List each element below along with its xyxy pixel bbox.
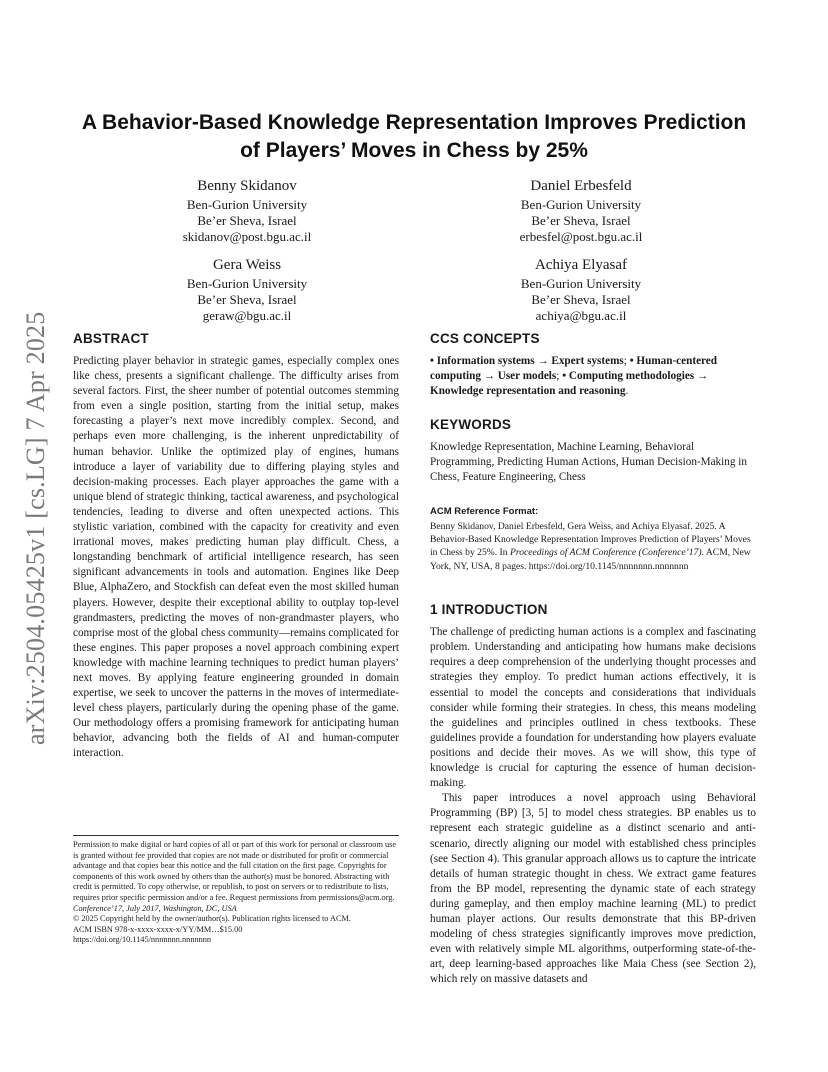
introduction-heading: 1 INTRODUCTION xyxy=(430,602,548,618)
author-block xyxy=(456,176,706,245)
abstract-text: Predicting player behavior in strategic games, especially complex ones like chess, presents a significant challenge. The difficulty arises from several factors. First, the sheer number of potential outcomes stemming from even a single position, starting from the initial setup, makes forecasting a player’s next move incredibly complex. Second, and perhaps even more challenging, is the inherent unpredictability of human behavior. Unlike the optimized play of engines, humans introduce a layer of variability due to differing playing styles and decision-making processes. Each player approaches the game with a unique blend of strategic thinking, tactical awareness, and psychological tendencies, leading to diverse and often unexpected actions. This stylistic variation, combined with the capacity for creativity and even irrational moves, makes predicting human play difficult. Chess, a longstanding benchmark of artificial intelligence research, has seen significant advancements in tools and automation. Engines like Deep Blue, AlphaZero, and Stockfish can defeat even the most skilled human players. However, despite their exceptional ability to outplay top-level grandmasters, predicting the moves of non-grandmaster players, who comprise most of the global chess community—remains complicated for these engines. This paper proposes a novel approach combining expert knowledge with machine learning techniques to predict human players’ next moves. By applying feature engineering grounded in domain expertise, we seek to uncover the patterns in the moves of intermediate-level chess players, particularly during the opening phase of the game. Our methodology offers a promising framework for anticipating human behavior, advancing both the fields of AI and human-computer interaction. xyxy=(73,355,399,760)
ccs-separator: ; xyxy=(556,370,563,383)
author-name: Gera Weiss xyxy=(212,257,282,273)
ccs-end: . xyxy=(625,385,629,398)
copyright-footnote xyxy=(73,835,399,946)
abstract-heading: ABSTRACT xyxy=(73,331,149,346)
acm-reference-publisher: ACM, New York, NY, USA, 8 pages. https://doi.org/10.1145/nnnnnnn.nnnnnnn xyxy=(430,547,751,572)
ccs-concept: • Information systems → Expert systems xyxy=(430,355,624,367)
arxiv-identifier: arXiv:2504.05425v1 [cs.LG] 7 Apr 2025 xyxy=(21,311,50,745)
acm-reference-authors: Benny Skidanov, Daniel Erbesfeld, Gera Weiss, and Achiya Elyasaf. 2025. A Behavior-Based Knowledge Representation Improves Prediction of Players’ Moves in Chess by 25%. In xyxy=(430,520,751,559)
author-name: Benny Skidanov xyxy=(197,178,297,194)
author-location: Be’er Sheva, Israel xyxy=(531,292,631,307)
author-block xyxy=(456,255,706,324)
author-block xyxy=(122,255,372,324)
ccs-separator: ; xyxy=(623,355,630,367)
introduction-paragraph: The challenge of predicting human actions is a complex and fascinating problem. Understanding and anticipating how humans make decisions requires a deep comprehension of the underlying thought processes and strategies they employ. To predict human actions effectively, it is essential to model the concepts and considerations that individuals consider while forming their strategies. In chess, this means modeling the guidelines and principles outlined in chess textbooks. These guidelines provide a foundation for understanding how players evaluate positions and decide their moves. As we will show, this type of knowledge is crucial for capturing the essence of human decision-making. xyxy=(430,626,756,790)
doi: https://doi.org/10.1145/nnnnnnn.nnnnnnn xyxy=(73,935,212,945)
copyright-notice: © 2025 Copyright held by the owner/author(s). Publication rights licensed to ACM. xyxy=(73,914,351,924)
left-column xyxy=(73,330,399,762)
paper-title: A Behavior-Based Knowledge Representation Improves Prediction of Players’ Moves in Chess by 25% xyxy=(81,111,747,162)
ccs-concepts xyxy=(430,354,756,399)
acm-reference-text xyxy=(430,520,756,574)
acm-reference-heading: ACM Reference Format: xyxy=(430,505,539,517)
author-affiliation: Ben-Gurion University xyxy=(186,197,308,212)
isbn: ACM ISBN 978-x-xxxx-xxxx-x/YY/MM…$15.00 xyxy=(73,924,243,934)
author-name: Achiya Elyasaf xyxy=(534,257,628,273)
ccs-concept: • Human-centered computing → User models xyxy=(430,355,717,383)
author-affiliation: Ben-Gurion University xyxy=(520,276,642,291)
keywords-heading: KEYWORDS xyxy=(430,417,512,433)
author-location: Be’er Sheva, Israel xyxy=(197,292,297,307)
right-column xyxy=(430,330,756,987)
ccs-heading: CCS CONCEPTS xyxy=(430,331,540,346)
keywords-text: Knowledge Representation, Machine Learning, Behavioral Programming, Predicting Human Actions, Human Decision-Making in Chess, Feature Engineering, Chess xyxy=(430,441,747,484)
ccs-concept: • Computing methodologies → Knowledge representation and reasoning xyxy=(430,370,709,398)
author-affiliation: Ben-Gurion University xyxy=(520,197,642,212)
author-email: erbesfel@post.bgu.ac.il xyxy=(519,229,643,244)
author-name: Daniel Erbesfeld xyxy=(530,178,632,194)
author-affiliation: Ben-Gurion University xyxy=(186,276,308,291)
author-email: skidanov@post.bgu.ac.il xyxy=(182,229,312,244)
author-location: Be’er Sheva, Israel xyxy=(531,213,631,228)
conference-info: Conference’17, July 2017, Washington, DC, USA xyxy=(73,903,237,913)
author-location: Be’er Sheva, Israel xyxy=(197,213,297,228)
author-block xyxy=(122,176,372,245)
acm-reference-venue: Proceedings of ACM Conference (Conference’17). xyxy=(509,547,704,559)
author-email: geraw@bgu.ac.il xyxy=(202,308,292,323)
permission-notice: Permission to make digital or hard copies of all or part of this work for personal or classroom use is granted without fee provided that copies are not made or distributed for profit or commercial advantage and that copies bear this notice and the full citation on the first page. Copyrights for components of this work owned by others than the author(s) must be honored. Abstracting with credit is permitted. To copy otherwise, or republish, to post on servers or to redistribute to lists, requires prior specific permission and/or a fee. Request permissions from permissions@acm.org. xyxy=(73,840,397,902)
author-email: achiya@bgu.ac.il xyxy=(535,308,627,323)
introduction-paragraph: This paper introduces a novel approach using Behavioral Programming (BP) [3, 5] to model chess strategies. BP enables us to represent each strategic guideline as a distinct scenario and anti-scenario, directly aligning our model with established chess principles (see Section 4). This granular approach allows us to capture the intricate details of human strategic thought in chess. We extract game features from the BP model, representing the dynamic state of each strategy during gameplay, and then employ machine learning (ML) to predict human player actions. Our results demonstrate that this BP-driven modeling of chess strategies significantly improves move prediction, even with relatively simple ML algorithms, outperforming state-of-the-art, deep learning-based approaches like Maia Chess (see Section 2), which rely on massive datasets and xyxy=(430,792,756,986)
